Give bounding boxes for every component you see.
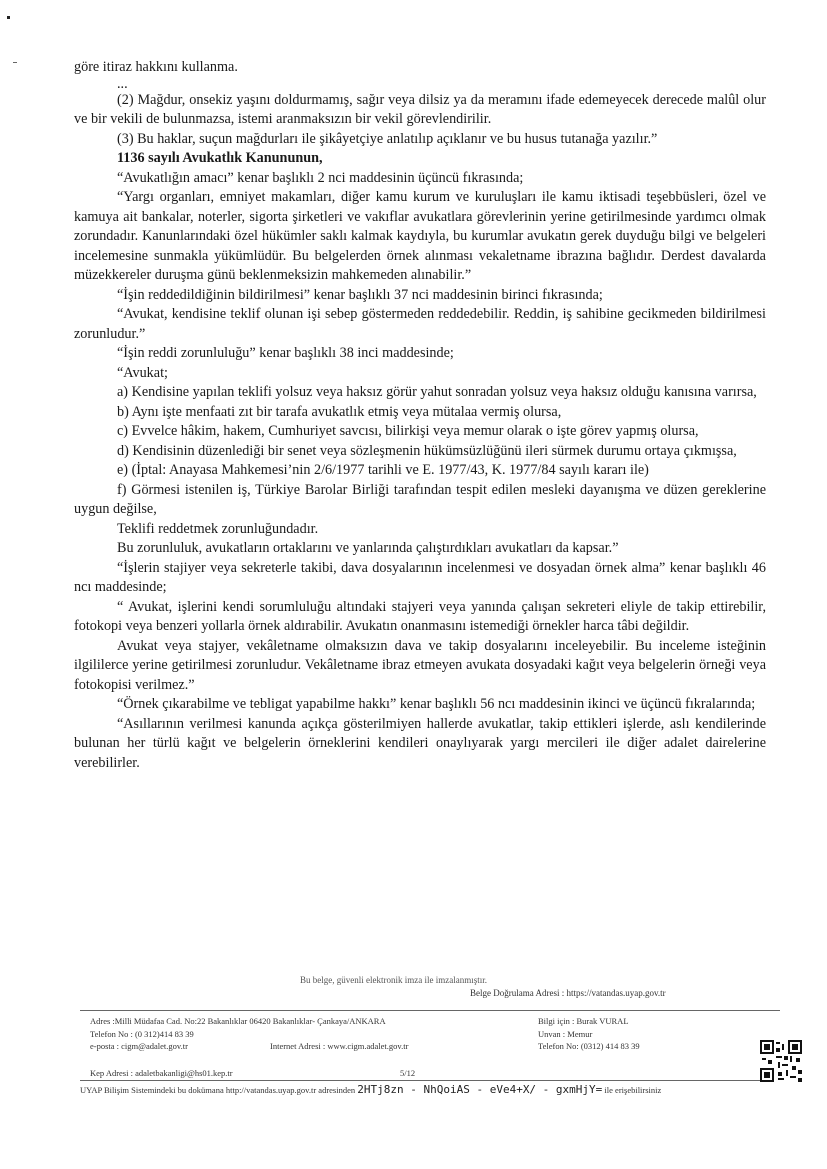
footer-title: Unvan : Memur	[538, 1028, 593, 1039]
body-paragraph: “ Avukat, işlerini kendi sorumluluğu altındaki stajyeri veya yanında çalışan sekreteri eliyle de takip ettirebilir, fotokopi veya benzeri yollarla örnek aldırabilir. Avukatın onanmasını istemediği örnekler harca tâbi değildir.	[74, 598, 766, 634]
e-signature-note: Bu belge, güvenli elektronik imza ile imzalanmıştır.	[300, 975, 487, 985]
body-paragraph: 1136 sayılı Avukatlık Kanununun,	[117, 150, 323, 166]
uyap-access-line	[80, 1083, 661, 1096]
uyap-suffix: ile erişebilirsiniz	[604, 1085, 662, 1095]
body-paragraph: “Avukatlığın amacı” kenar başlıklı 2 nci maddesinin üçüncü fıkrasında;	[117, 169, 524, 186]
body-paragraph: Avukat veya stajyer, vekâletname olmaksızın dava ve takip dosyalarını inceleyebilir. Bu inceleme isteğinin ilgililerce yerine getirilmesi zorunludur. Vekâletname ibraz etmeyen avukata dosyadaki kağıt veya belgelerin örneği veya fotokopisi verilmez.”	[74, 637, 766, 693]
footer-top-rule	[80, 1010, 780, 1011]
page-number: 5/12	[400, 1068, 416, 1078]
body-paragraph: “İşin reddi zorunluluğu” kenar başlıklı 38 inci maddesinde;	[117, 345, 454, 361]
body-paragraph: ...	[117, 75, 128, 92]
body-paragraph: “İşlerin stajiyer veya sekreterle takibi, dava dosyalarının incelenmesi ve dosyadan örnek alma” kenar başlıklı 46 ncı maddesinde;	[74, 559, 766, 595]
body-paragraph: “Avukat, kendisine teklif olunan işi sebep göstermeden reddedebilir. Reddin, iş sahibine gecikmeden bildirilmesi zorunludur.”	[74, 306, 766, 342]
footer-email: e-posta : cigm@adalet.gov.tr	[90, 1041, 188, 1051]
footer-phone: Telefon No : (0 312)414 83 39	[90, 1028, 194, 1039]
footer-kep-address: Kep Adresi : adaletbakanligi@hs01.kep.tr	[90, 1068, 233, 1078]
verification-address: Belge Doğrulama Adresi : https://vatandas.uyap.gov.tr	[470, 988, 666, 998]
body-paragraph: Bu zorunluluk, avukatların ortaklarını ve yanlarında çalıştırdıkları avukatları da kapsar.”	[117, 540, 619, 556]
qr-code-icon	[760, 1040, 802, 1082]
uyap-prefix: UYAP Bilişim Sistemindeki bu dokümana http://vatandas.uyap.gov.tr adresinden	[80, 1085, 356, 1095]
body-paragraph: c) Evvelce hâkim, hakem, Cumhuriyet savcısı, bilirkişi veya memur olarak o işte görev yapmış olursa,	[117, 423, 699, 439]
body-paragraph: “Örnek çıkarabilme ve tebligat yapabilme hakkı” kenar başlıklı 56 ncı maddesinin ikinci ve üçüncü fıkralarında;	[117, 696, 756, 712]
uyap-code: 2HTj8zn - NhQoiAS - eVe4+X/ - gxmHjY=	[357, 1083, 603, 1096]
footer-info-phone: Telefon No: (0312) 414 83 39	[538, 1041, 640, 1051]
scan-speck	[7, 16, 10, 19]
footer-address: Adres :Milli Müdafaa Cad. No:22 Bakanlıklar 06420 Bakanlıklar- Çankaya/ANKARA	[90, 1016, 386, 1026]
body-paragraph: d) Kendisinin düzenlediği bir senet veya sözleşmenin hükümsüzlüğünü ileri sürmek durumu ortaya çıkmışsa,	[117, 442, 737, 459]
body-paragraph: “İşin reddedildiğinin bildirilmesi” kenar başlıklı 37 nci maddesinin birinci fıkrasında;	[117, 286, 603, 303]
body-paragraph: “Yargı organları, emniyet makamları, diğer kamu kurum ve kuruluşları ile kamu iktisadi teşebbüsleri, özel ve kamuya ait bankalar, noterler, sigorta şirketleri ve vakıflar avukatlara görevlerinin yerine getirilmesinde yardımcı olmak zorundadır. Kanunlarındaki özel hükümler saklı kalmak kaydıyla, bu kurumlar avukatın gerek duyduğu bilgi ve belgeleri incelemesine sunmakla yükümlüdür. Bu belgelerden örnek alınması vekaletname ibrazına bağlıdır. Derdest davalarda müzekkereler duruşma günü beklenmeksizin mahkemeden alınabilir.”	[74, 189, 766, 283]
footer-right-column	[538, 1015, 640, 1053]
footer-internet	[270, 1040, 408, 1053]
body-paragraph: e) (İptal: Anayasa Mahkemesi’nin 2/6/1977 tarihli ve E. 1977/43, K. 1977/84 sayılı kararı ile)	[117, 462, 649, 478]
body-paragraph: “Asıllarının verilmesi kanunda açıkça gösterilmiyen hallerde avukatlar, takip ettikleri işlerde, aslı kendilerinde bulunan her türlü kağıt ve belgelerin örneklerini kendileri onaylıyarak yargı mercileri ile diğer adalet dairelerine verebilirler.	[74, 715, 766, 771]
body-paragraph: b) Aynı işte menfaati zıt bir tarafa avukatlık etmiş veya mütalaa vermiş olursa,	[117, 403, 562, 420]
body-paragraph: a) Kendisine yapılan teklifi yolsuz veya haksız görür yahut sonradan yolsuz veya haksız olduğu kanısına varırsa,	[117, 384, 757, 400]
body-paragraph: göre itiraz hakkını kullanma.	[74, 59, 238, 75]
body-paragraph: (3) Bu haklar, suçun mağdurları ile şikâyetçiye anlatılıp açıklanır ve bu husus tutanağa yazılır.”	[117, 130, 658, 147]
body-paragraph: (2) Mağdur, onsekiz yaşını doldurmamış, sağır veya dilsiz ya da meramını ifade edemeyecek derecede malûl olur ve bir vekili de bulunmazsa, istemi aranmaksızın bir vekil görevlendirilir.	[74, 91, 766, 127]
body-paragraph: “Avukat;	[117, 364, 168, 381]
body-paragraph: f) Görmesi istenilen iş, Türkiye Barolar Birliği tarafından tespit edilen mesleki dayanışma ve düzen gereklerine uygun değilse,	[74, 481, 766, 517]
footer-internet-address: Internet Adresi : www.cigm.adalet.gov.tr	[270, 1041, 409, 1051]
footer-page-number	[400, 1067, 415, 1080]
footer-bottom-rule	[80, 1080, 780, 1081]
document-body	[74, 58, 766, 773]
body-paragraph: Teklifi reddetmek zorunluğundadır.	[117, 520, 319, 537]
footer-kep	[90, 1067, 233, 1080]
scan-speck	[13, 62, 17, 63]
footer-info-contact: Bilgi için : Burak VURAL	[538, 1016, 629, 1026]
